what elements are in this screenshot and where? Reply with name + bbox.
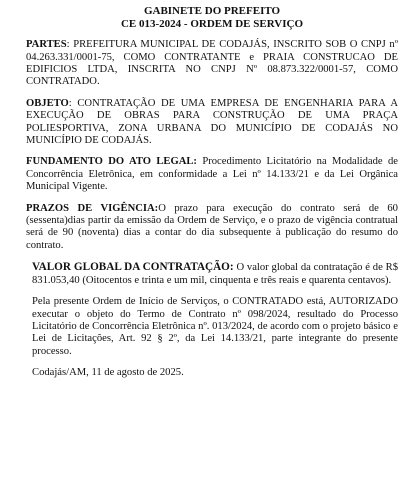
partes-text: : PREFEITURA MUNICIPAL DE CODAJÁS, INSCRITO SOB O CNPJ nº 04.263.331/0001-75, COMO CONTRATANTE e PRAIA CONSTRUCAO DE EDIFICIOS LTDA, INSCRITA NO CNPJ Nº 08.873.322/0001-57, COMO CONTRATADO. (26, 39, 398, 88)
valor-label: VALOR GLOBAL DA CONTRATAÇÃO: (32, 261, 234, 274)
prazos-paragraph (26, 203, 398, 253)
objeto-paragraph (26, 98, 398, 148)
partes-paragraph (26, 39, 398, 89)
header-line-1: GABINETE DO PREFEITO (143, 5, 281, 17)
fundamento-label: FUNDAMENTO DO ATO LEGAL: (26, 156, 197, 168)
valor-paragraph (26, 261, 398, 287)
partes-label: PARTES (26, 39, 67, 51)
fundamento-text: Procedimento Licitatório na Modalidade de Concorrência Eletrônica, em conformidade a Lei nº 14.133/21 e da Lei Orgânica Municipal Vigente. (26, 156, 398, 193)
prazos-label: PRAZOS DE VIGÊNCIA: (26, 202, 159, 214)
ordem-paragraph: Pela presente Ordem de Início de Serviços, o CONTRATADO está, AUTORIZADO executar o objeto do Termo de Contrato nº 098/2024, resultado do Processo Licitatório de Concorrência Eletrônica nº. 013/2024, de acordo com o projeto básico e Lei de Licitações, Art. 92 § 2º, da Lei 14.133/21, parte integrante do presente processo. (32, 296, 398, 357)
header-title (26, 5, 398, 30)
header-line-2: CE 013-2024 - ORDEM DE SERVIÇO (120, 17, 304, 30)
fundamento-paragraph (26, 156, 398, 193)
prazos-text: O prazo para execução do contrato será de 60 (sessenta)dias partir da emissão da Ordem de Serviço, e o prazo de vigência contratual será de 90 (noventa) dias a contar do dia subsequente à publicação do resumo do contrato. (26, 202, 398, 251)
date-line: Codajás/AM, 11 de agosto de 2025. (32, 367, 184, 379)
objeto-label: OBJETO (26, 97, 69, 109)
valor-text: O valor global da contratação é de R$ 831.053,40 (Oitocentos e trinta e um mil, cinquenta e três reais e quarenta centavos). (32, 262, 398, 286)
objeto-text: : CONTRATAÇÃO DE UMA EMPRESA DE ENGENHARIA PARA A EXECUÇÃO DE OBRAS PARA CONSTRUÇÃO DE UMA PRAÇA POLIESPORTIVA, ZONA URBANA DO MUNICÍPIO DE CODAJÁS NO MUNICÍPIO DE CODAJÁS. (26, 97, 398, 147)
page-cut-edge (0, 494, 416, 504)
